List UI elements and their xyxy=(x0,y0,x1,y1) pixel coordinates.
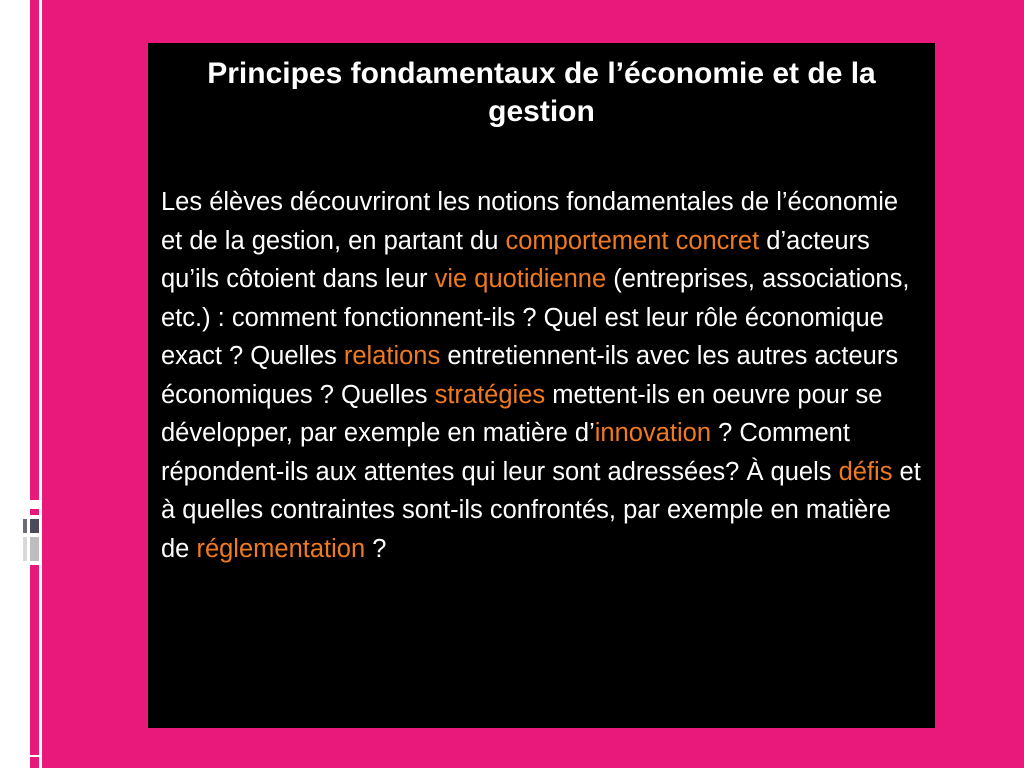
slide-body-text xyxy=(161,183,922,568)
decor-bar xyxy=(23,519,27,533)
decor-bar xyxy=(30,519,39,533)
decor-bar xyxy=(30,509,39,515)
decor-bar xyxy=(30,537,39,561)
body-text-segment: ? xyxy=(365,534,387,563)
left-decorative-strip xyxy=(0,0,42,768)
decor-bar xyxy=(30,565,39,755)
highlighted-term: stratégies xyxy=(434,380,546,409)
content-panel xyxy=(148,43,935,728)
body-text-segment: ? Comment répondent-ils aux attentes qui leur sont adressées? À quels xyxy=(161,419,850,486)
highlighted-term: défis xyxy=(838,457,893,486)
body-text-segment: mettent-ils en oeuvre pour se développer, par exemple en matière d’ xyxy=(161,380,883,447)
decor-bar xyxy=(23,537,27,561)
body-text-segment: (entreprises, associations, etc.) : comment fonctionnent-ils ? Quel est leur rôle économique exact ? Quelles xyxy=(161,265,910,370)
slide-title: Principes fondamentaux de l’économie et de la gestion xyxy=(207,57,876,128)
highlighted-term: comportement concret xyxy=(505,226,760,255)
body-text-segment: Les élèves découvriront les notions fondamentales de l’économie et de la gestion, en partant du xyxy=(161,188,899,255)
highlighted-term: innovation xyxy=(594,419,712,447)
body-text-segment: et à quelles contraintes sont-ils confrontés, par exemple en matière de xyxy=(161,457,921,563)
body-text-segment: entretiennent-ils avec les autres acteurs économiques ? Quelles xyxy=(161,342,899,409)
highlighted-term: réglementation xyxy=(196,534,366,563)
highlighted-term: relations xyxy=(343,342,441,370)
highlighted-term: vie quotidienne xyxy=(434,265,607,293)
decor-bar xyxy=(30,757,39,768)
decor-bar xyxy=(30,0,39,500)
body-text-segment: d’acteurs qu’ils côtoient dans leur xyxy=(161,226,870,293)
